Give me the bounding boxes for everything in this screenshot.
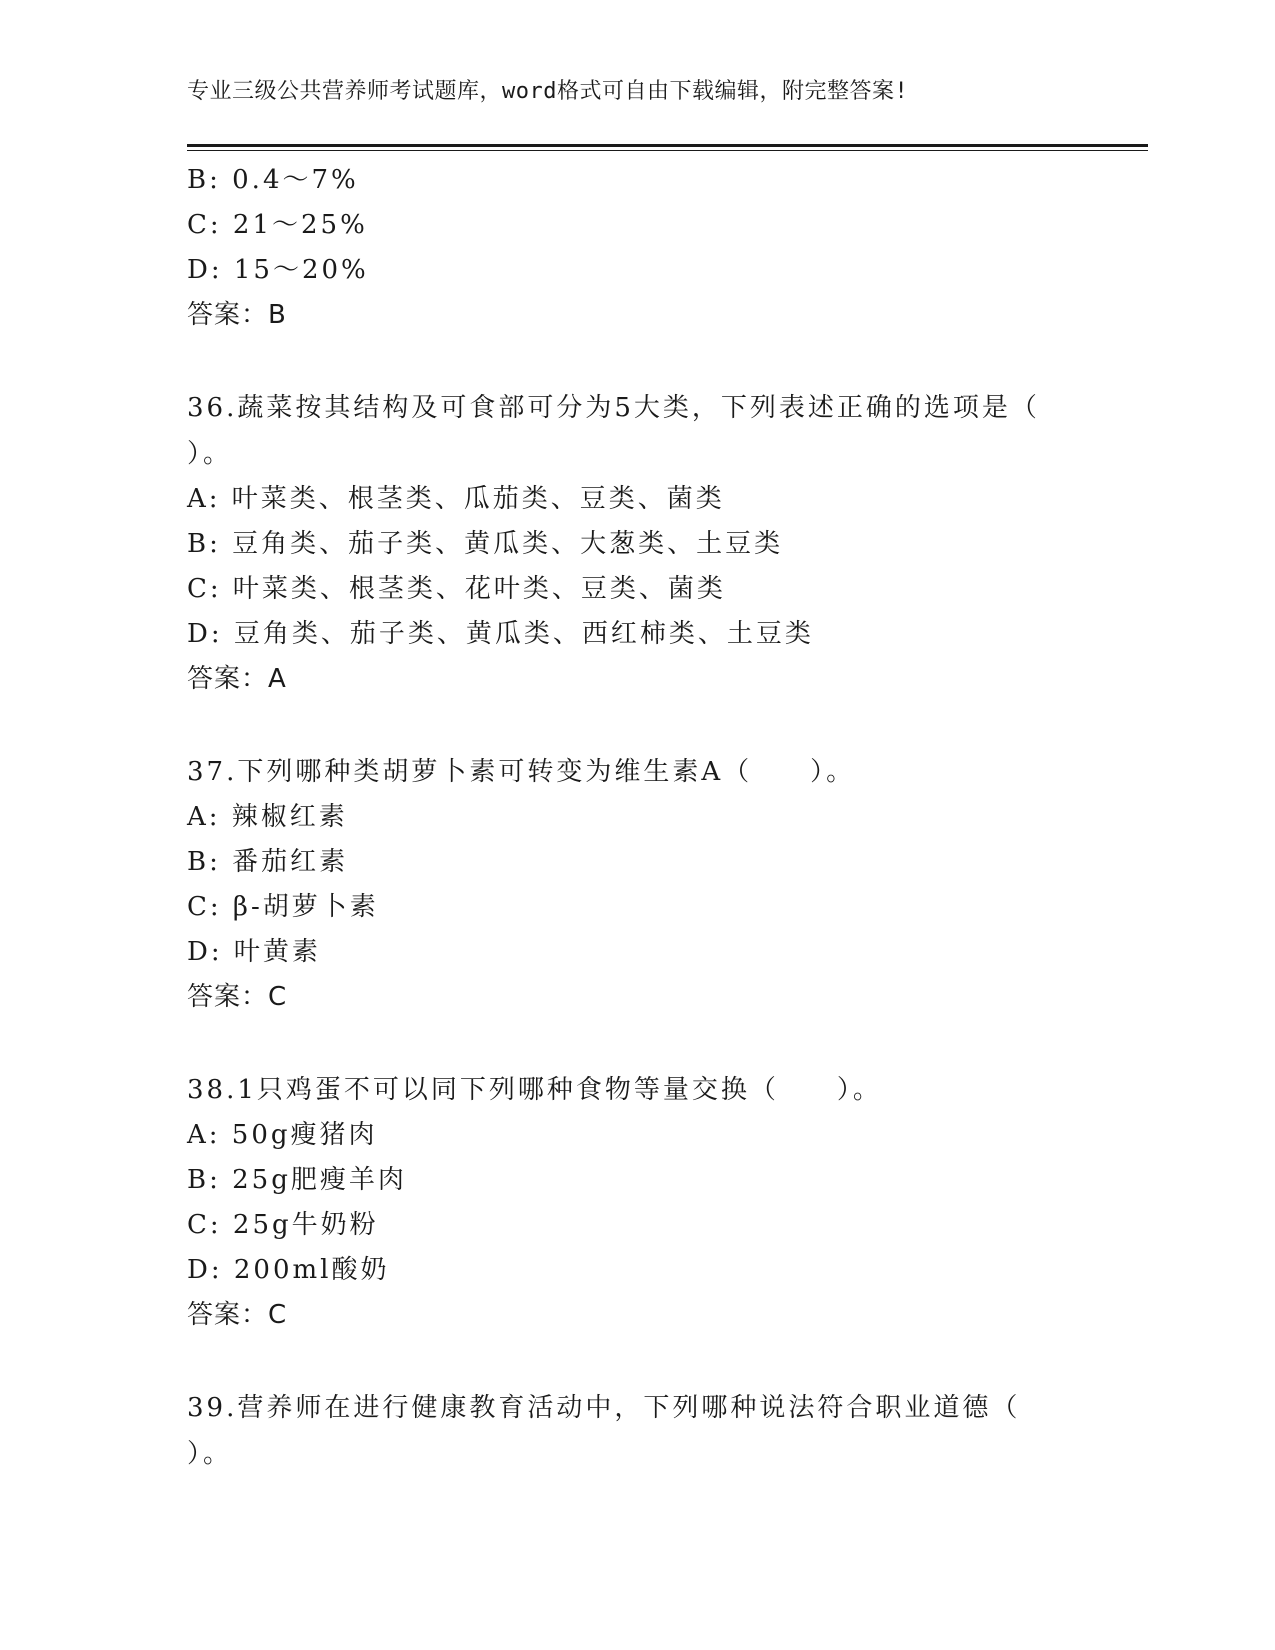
option-a: A: 50g瘦猪肉	[187, 1120, 378, 1150]
option-d: D: 叶黄素	[187, 937, 321, 967]
option-a: A: 叶菜类、根茎类、瓜茄类、豆类、菌类	[187, 484, 725, 514]
header-divider-thin	[187, 150, 1148, 151]
option-d: D: 200ml酸奶	[187, 1255, 390, 1285]
question-list	[187, 158, 1087, 1477]
page-header-title: 专业三级公共营养师考试题库，word格式可自由下载编辑，附完整答案!	[187, 79, 909, 104]
question-spacer	[187, 702, 1087, 749]
option-d: D: 15～20%	[187, 255, 369, 285]
option-a: A: 辣椒红素	[187, 802, 348, 832]
question-stem-line1: 38.1只鸡蛋不可以同下列哪种食物等量交换（ ）。	[187, 1075, 882, 1105]
option-c: C: β-胡萝卜素	[187, 892, 379, 922]
option-d: D: 豆角类、茄子类、黄瓜类、西红柿类、土豆类	[187, 619, 814, 649]
option-c: C: 21～25%	[187, 210, 368, 240]
answer-line: 答案：C	[187, 982, 288, 1012]
answer-line: 答案：A	[187, 664, 287, 694]
question-stem-line1: 37.下列哪种类胡萝卜素可转变为维生素A（ ）。	[187, 757, 856, 787]
option-b: B: 0.4～7%	[187, 165, 359, 195]
question-38	[187, 1067, 1087, 1338]
question-stem-line1: 36.蔬菜按其结构及可食部可分为5大类，下列表述正确的选项是（	[187, 393, 1040, 423]
question-35	[187, 158, 1087, 338]
question-spacer	[187, 1020, 1087, 1067]
option-c: C: 25g牛奶粉	[187, 1210, 379, 1240]
answer-line: 答案：C	[187, 1300, 288, 1330]
option-b: B: 番茄红素	[187, 847, 349, 877]
header-divider-thick	[187, 144, 1148, 147]
option-b: B: 25g肥瘦羊肉	[187, 1165, 407, 1195]
option-b: B: 豆角类、茄子类、黄瓜类、大葱类、土豆类	[187, 529, 784, 559]
question-39	[187, 1385, 1087, 1477]
option-c: C: 叶菜类、根茎类、花叶类、豆类、菌类	[187, 574, 726, 604]
question-stem-line1: 39.营养师在进行健康教育活动中，下列哪种说法符合职业道德（	[187, 1393, 1021, 1423]
question-stem-line2: ）。	[187, 1439, 233, 1469]
question-37	[187, 749, 1087, 1020]
question-stem-line2: ）。	[187, 439, 233, 469]
question-36	[187, 385, 1087, 702]
question-spacer	[187, 1338, 1087, 1385]
answer-line: 答案：B	[187, 300, 287, 330]
question-spacer	[187, 338, 1087, 385]
